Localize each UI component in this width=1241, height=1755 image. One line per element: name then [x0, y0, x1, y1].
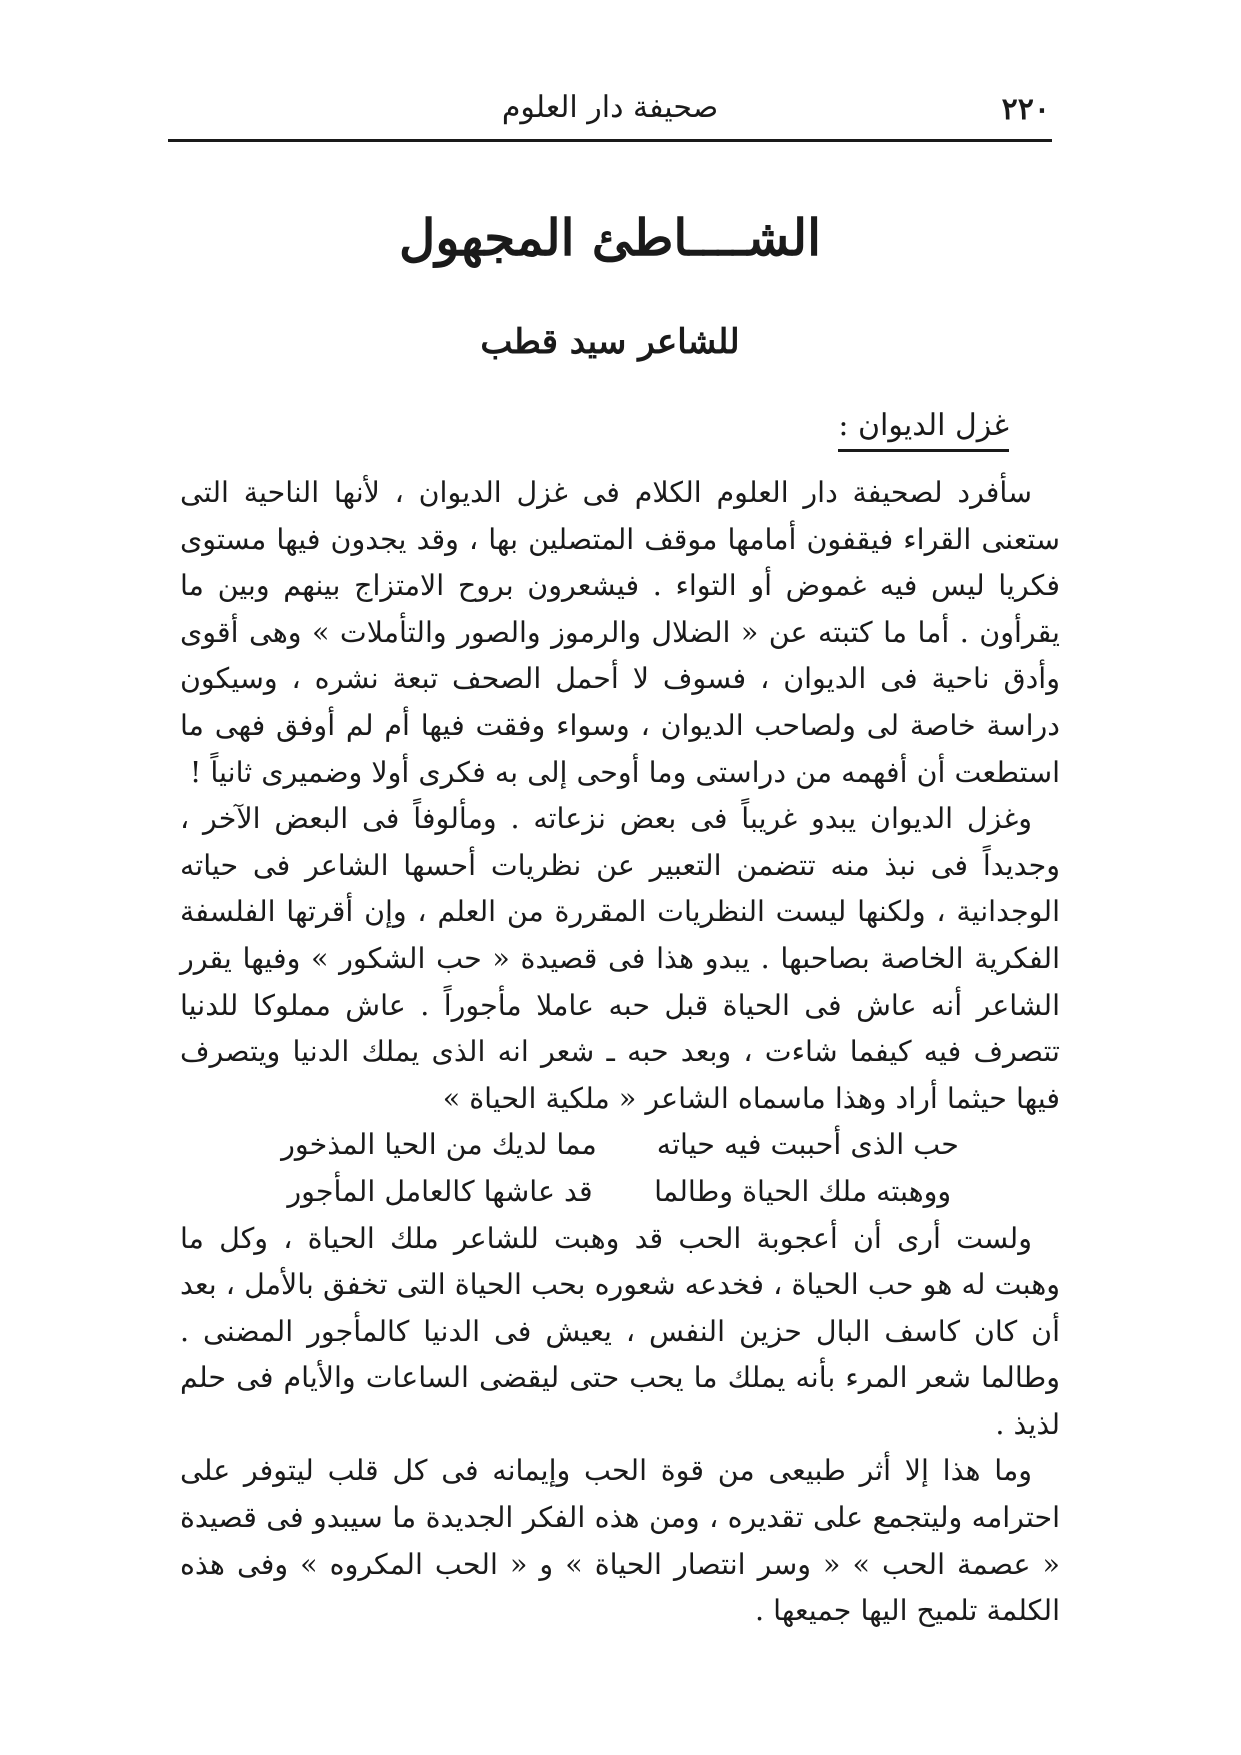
paragraph: وغزل الديوان يبدو غريباً فى بعض نزعاته . ومألوفاً فى البعض الآخر ، وجديداً فى نبذ منه تتضمن التعبير عن نظريات أحسها الشاعر فى حياته الوجدانية ، ولكنها ليست النظريات المقررة من العلم ، وإن أقرتها الفلسفة الفكرية الخاصة بصاحبها . يبدو هذا فى قصيدة « حب الشكور » وفيها يقرر الشاعر أنه عاش فى الحياة قبل حبه عاملا مأجوراً . عاش مملوكا للدنيا تتصرف فيه كيفما شاءت ، وبعد حبه ـ شعر انه الذى يملك الدنيا ويتصرف فيها حيثما أراد وهذا ماسماه الشاعر « ملكية الحياة »: [180, 802, 1060, 1115]
verse-second-hemistich: قد عاشها كالعامل المأجور: [287, 1174, 593, 1208]
paragraph: ولست أرى أن أعجوبة الحب قد وهبت للشاعر ملك الحياة ، وكل ما وهبت له هو حب الحياة ، فخدعه شعوره بحب الحياة التى تخفق بالأمل ، بعد أن كان كاسف البال حزين النفس ، يعيش فى الدنيا كالمأجور المضنى . وطالما شعر المرء بأنه يملك ما يحب حتى ليقضى الساعات والأيام فى حلم لذيذ .: [180, 1221, 1060, 1441]
verse-block: [180, 1122, 1060, 1215]
verse-line: [180, 1122, 1060, 1169]
verse-second-hemistich: مما لديك من الحيا المذخور: [281, 1128, 597, 1162]
verse-first-hemistich: ووهبته ملك الحياة وطالما: [654, 1174, 952, 1208]
journal-name: صحيفة دار العلوم: [501, 90, 719, 125]
verse-line: [180, 1169, 1060, 1216]
article-body: [180, 470, 1060, 1635]
header-rule: [168, 139, 1052, 142]
section-heading: غزل الديوان :: [838, 408, 1009, 452]
paragraph: وما هذا إلا أثر طبيعى من قوة الحب وإيمانه فى كل قلب ليتوفر على احترامه وليتجمع على تقديره ، ومن هذه الفكر الجديدة ما سيبدو فى قصيدة « عصمة الحب » « وسر انتصار الحياة » و « الحب المكروه » وفى هذه الكلمة تلميح اليها جميعها .: [180, 1454, 1060, 1628]
page-number: ٢٢٠: [1001, 92, 1050, 127]
article-title: الشــــاطئ المجهول: [399, 208, 821, 267]
running-header: [170, 88, 1050, 138]
verse-first-hemistich: حب الذى أحببت فيه حياته: [656, 1128, 959, 1162]
paragraph: سأفرد لصحيفة دار العلوم الكلام فى غزل الديوان ، لأنها الناحية التى ستعنى القراء فيقفون أمامها موقف المتصلين بها ، وقد يجدون فيها مستوى فكريا ليس فيه غموض أو التواء . فيشعرون بروح الامتزاج بينهم وبين ما يقرأون . أما ما كتبته عن « الضلال والرموز والصور والتأملات » وهى أقوى وأدق ناحية فى الديوان ، فسوف لا أحمل الصحف تبعة نشره ، وسيكون دراسة خاصة لى ولصاحب الديوان ، وسواء وفقت فيها أم لم أوفق فهى ما استطعت أن أفهمه من دراستى وما أوحى إلى به فكرى أولا وضميرى ثانياً !: [180, 476, 1060, 789]
article-byline: للشاعر سيد قطب: [480, 322, 740, 362]
